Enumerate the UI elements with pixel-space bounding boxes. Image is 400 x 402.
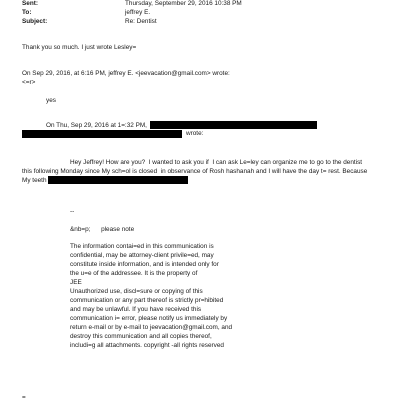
redaction-bar: [150, 121, 317, 129]
body-line: this following Monday since My sch=ol is closed in observance of Rosh hashanah and I will have the day t= rest. Because: [22, 168, 368, 175]
footer-mark: =: [22, 394, 26, 401]
quote2-header: On Thu, Sep 29, 2016 at 1=:32 PM,: [46, 122, 147, 129]
signature-dashes: --: [70, 208, 75, 215]
disclaimer-line: return e-mail or by e-mail to jeevacation@gmail.com, and: [70, 324, 233, 331]
subject-value: Re: Dentist: [125, 18, 157, 25]
reply-line: Thank you so much. I just wrote Lesley=: [22, 44, 137, 51]
body-line: Hey Jeffrey! How are you? I wanted to ask you if I can ask Le=ley can organize me to go to the dentist: [70, 159, 363, 166]
disclaimer-line: JEE: [70, 279, 82, 286]
body-line: My teeth: [22, 177, 47, 184]
redaction-bar: [48, 176, 188, 184]
disclaimer-line: Unauthorized use, discl=sure or copying of this: [70, 288, 203, 295]
quote1-header: On Sep 29, 2016, at 6:16 PM, jeffrey E. <jeevacation@gmail.com> wrote:: [22, 70, 230, 77]
disclaimer-line: confidential, may be attorney-client privile=ed, may: [70, 252, 214, 259]
disclaimer-line: includi=g all attachments. copyright -all rights reserved: [70, 342, 224, 349]
disclaimer-line: destroy this communication and all copies thereof,: [70, 333, 212, 340]
redaction-bar: [22, 130, 182, 138]
quote1-body: yes: [46, 97, 56, 104]
disclaimer-line: the u=e of the addressee. It is the property of: [70, 270, 198, 277]
disclaimer-line: The information contai=ed in this communication is: [70, 243, 214, 250]
disclaimer-line: and may be unlawful. If you have received this: [70, 306, 202, 313]
quote1-extra: <=r>: [22, 79, 36, 86]
disclaimer-line: communication i= error, please notify us immediately by: [70, 315, 228, 322]
sent-label: Sent:: [22, 0, 38, 7]
disclaimer-line: constitute inside information, and is intended only for: [70, 261, 219, 268]
quote2-wrote: wrote:: [186, 130, 204, 137]
to-value: jeffrey E.: [125, 9, 151, 16]
nbsp-note-line: &nb=p; please note: [70, 226, 135, 233]
to-label: To:: [22, 9, 32, 16]
sent-value: Thursday, September 29, 2016 10:38 PM: [125, 0, 242, 7]
disclaimer-line: communication or any part thereof is strictly pr=hibited: [70, 297, 224, 304]
subject-label: Subject:: [22, 18, 48, 25]
